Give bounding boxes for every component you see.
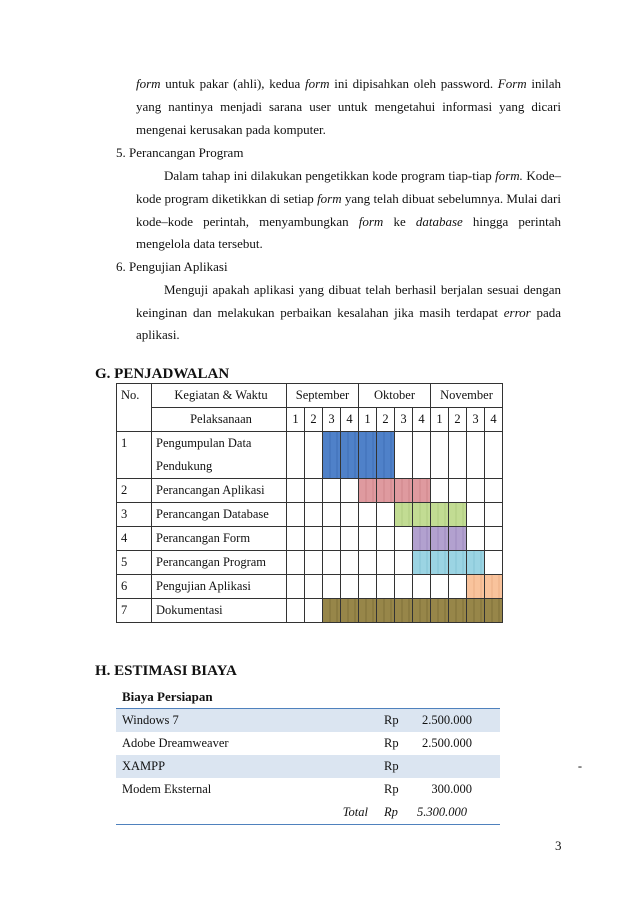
gantt-bar-cell (485, 599, 503, 623)
gantt-empty-cell (287, 527, 305, 551)
schedule-row (117, 575, 503, 599)
gantt-empty-cell (413, 575, 431, 599)
gantt-empty-cell (323, 575, 341, 599)
gantt-empty-cell (305, 432, 323, 479)
header-month-november: November (431, 384, 503, 408)
header-month-september: September (287, 384, 359, 408)
gantt-empty-cell (341, 479, 359, 503)
gantt-empty-cell (305, 503, 323, 527)
gantt-empty-cell (341, 551, 359, 575)
gantt-empty-cell (287, 479, 305, 503)
cost-total-amount: 5.300.000 (417, 805, 467, 819)
schedule-table (116, 383, 503, 623)
item-6-line-2: keinginan dan melakukan perbaikan kesalahan jika masih terdapat error pada (136, 305, 561, 320)
gantt-bar-cell (431, 599, 449, 623)
intro-line-2: yang nantinya menjadi sarana user untuk mengetahui informasi yang dicari (136, 99, 561, 114)
header-week: 4 (341, 408, 359, 432)
header-week: 1 (359, 408, 377, 432)
item-5-line-3: kode–kode perintah, menyambungkan form ke database hingga perintah (136, 214, 561, 229)
schedule-row (117, 527, 503, 551)
gantt-empty-cell (485, 479, 503, 503)
gantt-empty-cell (323, 527, 341, 551)
schedule-row-activity (152, 599, 287, 623)
header-week: 4 (413, 408, 431, 432)
gantt-empty-cell (287, 503, 305, 527)
gantt-empty-cell (395, 527, 413, 551)
activity-text: Perancangan Form (156, 531, 251, 545)
gantt-empty-cell (395, 432, 413, 479)
gantt-bar-cell (431, 503, 449, 527)
activity-text: Pengujian Aplikasi (156, 579, 251, 593)
header-activity-1: Kegiatan & Waktu (152, 384, 287, 408)
gantt-bar-cell (323, 599, 341, 623)
cost-bottom-rule (116, 824, 500, 825)
schedule-row-no: 2 (117, 479, 152, 503)
header-week: 1 (287, 408, 305, 432)
gantt-bar-cell (485, 575, 503, 599)
gantt-bar-cell (413, 551, 431, 575)
header-week: 4 (485, 408, 503, 432)
cost-currency: Rp (384, 713, 399, 727)
gantt-empty-cell (395, 575, 413, 599)
schedule-row-no: 3 (117, 503, 152, 527)
gantt-empty-cell (485, 551, 503, 575)
gantt-bar-cell (395, 599, 413, 623)
intro-line-3: mengenai kerusakan pada komputer. (136, 122, 326, 137)
page-number: 3 (555, 838, 562, 853)
gantt-bar-cell (449, 503, 467, 527)
gantt-bar-cell (413, 503, 431, 527)
gantt-empty-cell (467, 432, 485, 479)
header-activity-2: Pelaksanaan (152, 408, 287, 432)
schedule-row-activity (152, 527, 287, 551)
gantt-empty-cell (485, 432, 503, 479)
gantt-bar-cell (359, 599, 377, 623)
gantt-bar-cell (377, 599, 395, 623)
cost-currency: Rp (384, 782, 399, 796)
gantt-bar-cell (431, 527, 449, 551)
item-6-paragraph (136, 278, 561, 324)
gantt-empty-cell (377, 527, 395, 551)
header-month-oktober: Oktober (359, 384, 431, 408)
schedule-row-activity (152, 575, 287, 599)
header-week: 2 (377, 408, 395, 432)
schedule-header-row-1 (117, 384, 503, 408)
gantt-bar-cell (377, 479, 395, 503)
gantt-bar-cell (413, 479, 431, 503)
gantt-empty-cell (467, 527, 485, 551)
cost-currency: Rp (384, 736, 399, 750)
gantt-empty-cell (485, 503, 503, 527)
schedule-header-row-2 (117, 408, 503, 432)
gantt-bar-cell (449, 551, 467, 575)
cost-name: Modem Eksternal (122, 782, 212, 796)
schedule-row-no: 5 (117, 551, 152, 575)
activity-text: Pendukung (156, 459, 213, 473)
gantt-bar-cell (341, 432, 359, 479)
gantt-empty-cell (305, 527, 323, 551)
header-week: 2 (305, 408, 323, 432)
schedule-row-no: 7 (117, 599, 152, 623)
gantt-bar-cell (341, 599, 359, 623)
gantt-empty-cell (359, 575, 377, 599)
cost-currency: Rp (384, 759, 399, 773)
gantt-bar-cell (359, 479, 377, 503)
header-week: 1 (431, 408, 449, 432)
cost-total-label: Total (342, 805, 368, 819)
gantt-bar-cell (467, 575, 485, 599)
cost-amount: 2.500.000 (422, 713, 472, 727)
header-week: 2 (449, 408, 467, 432)
gantt-empty-cell (287, 432, 305, 479)
gantt-empty-cell (359, 527, 377, 551)
item-5-paragraph (136, 164, 561, 233)
cost-row (116, 755, 582, 778)
gantt-empty-cell (431, 479, 449, 503)
gantt-empty-cell (341, 527, 359, 551)
cost-total-currency: Rp (384, 805, 398, 819)
item-5-line-4: mengelola data tersebut. (136, 236, 263, 251)
gantt-empty-cell (305, 551, 323, 575)
gantt-bar-cell (323, 432, 341, 479)
gantt-bar-cell (467, 599, 485, 623)
gantt-empty-cell (449, 575, 467, 599)
cost-subtitle: Biaya Persiapan (122, 689, 213, 704)
cost-row (116, 709, 500, 732)
schedule-row-activity (152, 503, 287, 527)
schedule-row-activity (152, 551, 287, 575)
gantt-empty-cell (485, 527, 503, 551)
gantt-empty-cell (305, 479, 323, 503)
header-week: 3 (323, 408, 341, 432)
gantt-empty-cell (287, 575, 305, 599)
gantt-bar-cell (377, 432, 395, 479)
schedule-row-no: 4 (117, 527, 152, 551)
gantt-empty-cell (395, 551, 413, 575)
gantt-empty-cell (323, 551, 341, 575)
schedule-row (117, 503, 503, 527)
gantt-empty-cell (323, 503, 341, 527)
item-6-line-3: aplikasi. (136, 327, 180, 342)
item-6-label: 6. Pengujian Aplikasi (116, 259, 228, 274)
schedule-row-activity (152, 479, 287, 503)
section-h-title: H. ESTIMASI BIAYA (95, 663, 237, 679)
intro-line-1: form untuk pakar (ahli), kedua form ini dipisahkan oleh password. Form inilah (136, 76, 561, 91)
gantt-empty-cell (377, 575, 395, 599)
cost-row (116, 732, 500, 755)
gantt-empty-cell (413, 432, 431, 479)
schedule-body (117, 432, 503, 623)
schedule-row (117, 432, 503, 479)
schedule-row-no: 1 (117, 432, 152, 479)
gantt-bar-cell (359, 432, 377, 479)
gantt-bar-cell (449, 599, 467, 623)
gantt-bar-cell (395, 503, 413, 527)
gantt-bar-cell (467, 551, 485, 575)
gantt-empty-cell (287, 551, 305, 575)
gantt-empty-cell (359, 503, 377, 527)
cost-amount: 2.500.000 (422, 736, 472, 750)
activity-text: Perancangan Database (156, 507, 269, 521)
cost-name: Adobe Dreamweaver (122, 736, 229, 750)
gantt-empty-cell (467, 479, 485, 503)
section-g-title: G. PENJADWALAN (95, 366, 230, 382)
gantt-empty-cell (377, 551, 395, 575)
activity-text: Dokumentasi (156, 603, 223, 617)
schedule-row-activity (152, 432, 287, 479)
gantt-empty-cell (341, 575, 359, 599)
activity-text: Perancangan Aplikasi (156, 483, 265, 497)
gantt-empty-cell (449, 432, 467, 479)
gantt-empty-cell (431, 432, 449, 479)
header-no: No. (117, 384, 152, 432)
schedule-row (117, 599, 503, 623)
item-5-line-1: Dalam tahap ini dilakukan pengetikkan kode program tiap-tiap form. Kode– (164, 168, 561, 183)
gantt-empty-cell (359, 551, 377, 575)
gantt-empty-cell (305, 599, 323, 623)
schedule-row (117, 479, 503, 503)
gantt-bar-cell (449, 527, 467, 551)
gantt-empty-cell (377, 503, 395, 527)
gantt-empty-cell (323, 479, 341, 503)
schedule-row-no: 6 (117, 575, 152, 599)
item-5-line-2: kode program diketikkan di setiap form yang telah dibuat sebelumnya. Mulai dari (136, 191, 561, 206)
gantt-empty-cell (449, 479, 467, 503)
header-week: 3 (467, 408, 485, 432)
cost-row (116, 778, 500, 801)
gantt-bar-cell (395, 479, 413, 503)
cost-total-row (116, 801, 500, 824)
item-6-line-1: Menguji apakah aplikasi yang dibuat telah berhasil berjalan sesuai dengan (164, 282, 561, 297)
intro-paragraph (136, 72, 561, 118)
gantt-empty-cell (431, 575, 449, 599)
gantt-bar-cell (413, 599, 431, 623)
cost-name: XAMPP (122, 759, 166, 773)
gantt-empty-cell (287, 599, 305, 623)
item-5-label: 5. Perancangan Program (116, 145, 244, 160)
gantt-empty-cell (305, 575, 323, 599)
gantt-bar-cell (413, 527, 431, 551)
cost-name: Windows 7 (122, 713, 179, 727)
gantt-empty-cell (341, 503, 359, 527)
activity-text: Pengumpulan Data (156, 436, 252, 450)
cost-amount: 300.000 (431, 782, 472, 796)
activity-text: Perancangan Program (156, 555, 267, 569)
cost-amount: - (577, 759, 582, 773)
gantt-empty-cell (467, 503, 485, 527)
schedule-row (117, 551, 503, 575)
gantt-bar-cell (431, 551, 449, 575)
header-week: 3 (395, 408, 413, 432)
